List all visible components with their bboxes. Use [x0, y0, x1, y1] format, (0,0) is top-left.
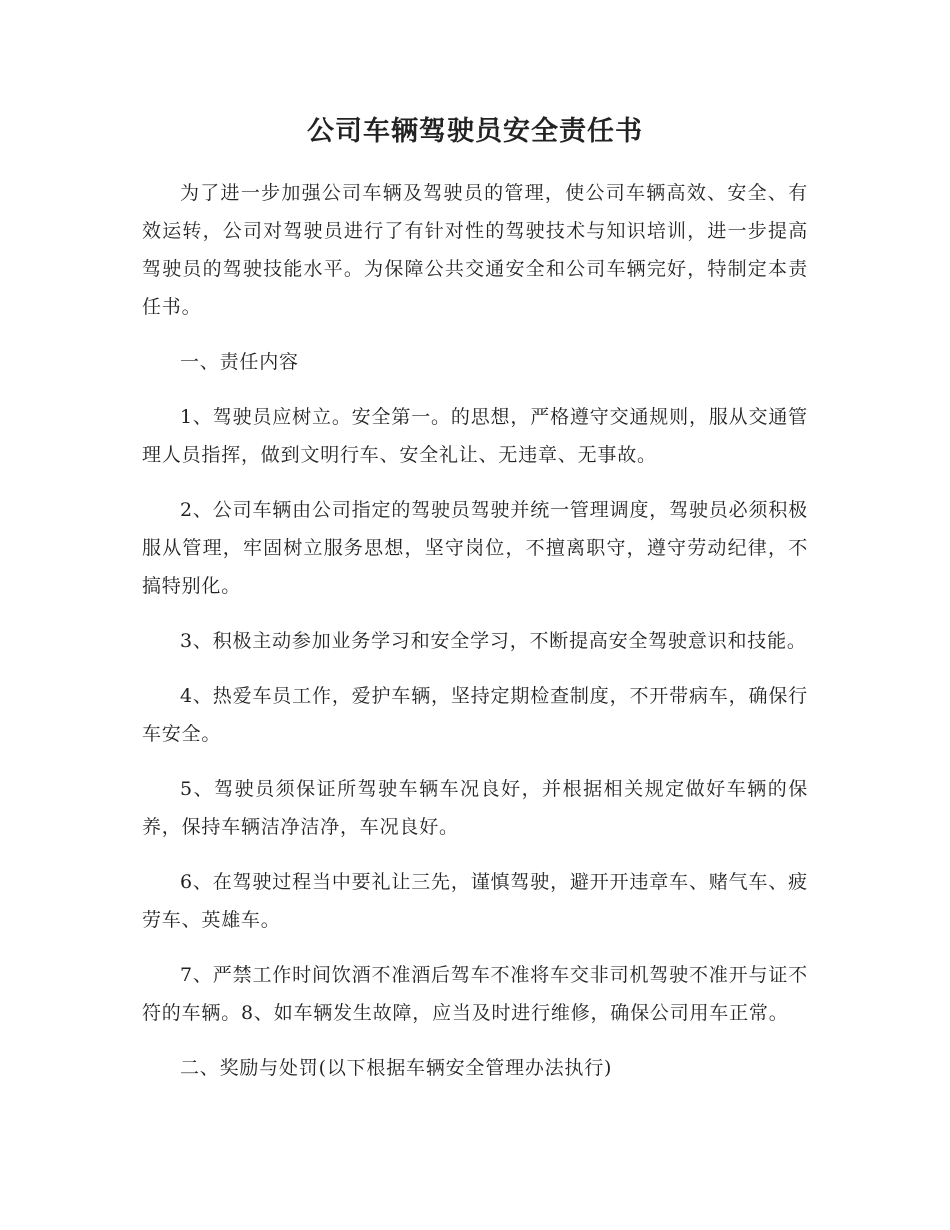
clause-1: 1、驾驶员应树立。安全第一。的思想，严格遵守交通规则，服从交通管理人员指挥，做到文明行车、安全礼让、无违章、无事故。 [142, 406, 808, 466]
clause-4: 4、热爱车员工作，爱护车辆，坚持定期检查制度，不开带病车，确保行车安全。 [142, 685, 808, 745]
clause-2: 2、公司车辆由公司指定的驾驶员驾驶并统一管理调度，驾驶员必须积极服从管理，牢固树立服务思想，坚守岗位，不擅离职守，遵守劳动纪律，不搞特别化。 [142, 499, 808, 597]
section-heading-rewards-penalties: 二、奖励与处罚(以下根据车辆安全管理办法执行) [180, 1057, 613, 1079]
clause-6: 6、在驾驶过程当中要礼让三先，谨慎驾驶，避开开违章车、赌气车、疲劳车、英雄车。 [142, 871, 808, 931]
section-heading-responsibilities: 一、责任内容 [180, 351, 299, 373]
clause-7-8: 7、严禁工作时间饮酒不准酒后驾车不准将车交非司机驾驶不准开与证不符的车辆。8、如车辆发生故障，应当及时进行维修，确保公司用车正常。 [142, 964, 808, 1024]
intro-paragraph: 为了进一步加强公司车辆及驾驶员的管理，使公司车辆高效、安全、有效运转，公司对驾驶员进行了有针对性的驾驶技术与知识培训，进一步提高驾驶员的驾驶技能水平。为保障公共交通安全和公司车辆完好，特制定本责任书。 [142, 182, 808, 318]
clause-5: 5、驾驶员须保证所驾驶车辆车况良好，并根据相关规定做好车辆的保养，保持车辆洁净洁净，车况良好。 [142, 778, 808, 838]
clause-3: 3、积极主动参加业务学习和安全学习，不断提高安全驾驶意识和技能。 [180, 630, 807, 652]
document-title: 公司车辆驾驶员安全责任书 [307, 116, 643, 147]
document-body [142, 108, 808, 1104]
